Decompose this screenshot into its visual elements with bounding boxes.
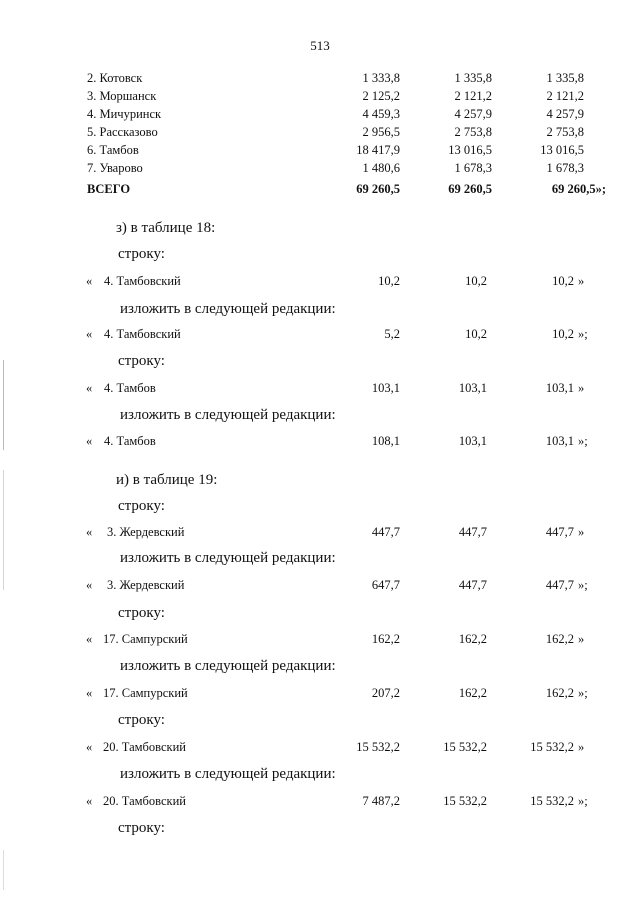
instruction-stroku: строку:	[118, 605, 165, 621]
open-quote: «	[86, 794, 93, 808]
table-row	[0, 161, 640, 179]
row-value-3: 4 257,9	[546, 107, 584, 121]
row-value-3: 162,2	[545, 686, 574, 700]
scan-margin-mark	[3, 850, 4, 890]
open-quote: «	[86, 434, 93, 448]
close-quote: »	[578, 632, 585, 646]
row-name: 3. Моршанск	[87, 89, 157, 103]
instruction-izlozhit: изложить в следующей редакции:	[120, 407, 336, 423]
row-value-2: 447,7	[458, 578, 487, 592]
page-number: 513	[310, 38, 330, 53]
row-value-1: 162,2	[371, 632, 400, 646]
table-row	[0, 107, 640, 125]
row-value-2: 2 121,2	[454, 89, 492, 103]
instruction-stroku: строку:	[118, 353, 165, 369]
open-quote: «	[86, 274, 93, 288]
table-row	[0, 89, 640, 107]
row-value-1: 1 333,8	[362, 71, 400, 85]
row-value-3: 2 121,2	[546, 89, 584, 103]
table-total-row	[0, 182, 640, 200]
open-quote: «	[86, 686, 93, 700]
row-value-2: 1 678,3	[454, 161, 492, 175]
row-value-2: 447,7	[458, 525, 487, 539]
row-value-2: 103,1	[458, 434, 487, 448]
row-value-1: 2 956,5	[362, 125, 400, 139]
close-quote: »;	[578, 578, 588, 592]
instruction-izlozhit: изложить в следующей редакции:	[120, 658, 336, 674]
row-value-2: 13 016,5	[448, 143, 492, 157]
close-quote: »	[578, 274, 585, 288]
row-value-2: 15 532,2	[443, 740, 487, 754]
close-quote: »;	[578, 434, 588, 448]
open-quote: «	[86, 740, 93, 754]
close-quote: »	[578, 740, 585, 754]
table-row	[0, 125, 640, 143]
row-value-1: 2 125,2	[362, 89, 400, 103]
scan-margin-mark	[3, 470, 4, 590]
row-name: 4. Тамбовский	[104, 274, 181, 288]
row-name: 5. Рассказово	[87, 125, 158, 139]
open-quote: «	[86, 327, 93, 341]
table-row	[0, 71, 640, 89]
instruction-stroku: строку:	[118, 498, 165, 514]
total-label: ВСЕГО	[87, 182, 131, 196]
close-quote: »	[578, 381, 585, 395]
close-quote: »;	[578, 327, 588, 341]
row-value-3: 1 335,8	[546, 71, 584, 85]
row-value-3: 15 532,2	[530, 794, 574, 808]
row-value-2: 162,2	[458, 632, 487, 646]
row-value-3: 15 532,2	[530, 740, 574, 754]
row-value-3: 10,2	[552, 327, 574, 341]
row-value-2: 103,1	[458, 381, 487, 395]
open-quote: «	[86, 525, 93, 539]
close-quote: »;	[578, 686, 588, 700]
row-value-2: 10,2	[465, 274, 487, 288]
row-value-2: 1 335,8	[454, 71, 492, 85]
row-value-1: 108,1	[371, 434, 400, 448]
row-value-3: 2 753,8	[546, 125, 584, 139]
row-value-1: 5,2	[384, 327, 400, 341]
instruction-stroku: строку:	[118, 820, 165, 836]
open-quote: «	[86, 632, 93, 646]
row-value-2: 10,2	[465, 327, 487, 341]
row-name: 17. Сампурский	[103, 686, 188, 700]
row-value-2: 2 753,8	[454, 125, 492, 139]
row-value-1: 7 487,2	[362, 794, 400, 808]
row-value-1: 1 480,6	[362, 161, 400, 175]
row-value-3: 103,1	[545, 434, 574, 448]
row-value-1: 207,2	[371, 686, 400, 700]
row-value-1: 18 417,9	[356, 143, 400, 157]
row-name: 4. Тамбовский	[104, 327, 181, 341]
row-name: 6. Тамбов	[87, 143, 139, 157]
row-value-2: 15 532,2	[443, 794, 487, 808]
total-value-1: 69 260,5	[356, 182, 400, 196]
row-value-1: 15 532,2	[356, 740, 400, 754]
instruction-izlozhit: изложить в следующей редакции:	[120, 301, 336, 317]
row-name: 7. Уварово	[87, 161, 143, 175]
total-value-3: 69 260,5»;	[551, 182, 606, 196]
row-value-3: 447,7	[545, 525, 574, 539]
row-value-1: 647,7	[371, 578, 400, 592]
row-value-2: 4 257,9	[454, 107, 492, 121]
row-value-3: 103,1	[545, 381, 574, 395]
row-value-1: 103,1	[371, 381, 400, 395]
row-value-1: 447,7	[371, 525, 400, 539]
row-name: 4. Тамбов	[104, 434, 156, 448]
instruction-stroku: строку:	[118, 246, 165, 262]
row-value-3: 447,7	[545, 578, 574, 592]
open-quote: «	[86, 578, 93, 592]
scan-margin-mark	[3, 360, 4, 450]
row-name: 17. Сампурский	[103, 632, 188, 646]
row-name: 20. Тамбовский	[103, 794, 186, 808]
instruction-izlozhit: изложить в следующей редакции:	[120, 766, 336, 782]
row-name: 4. Тамбов	[104, 381, 156, 395]
close-quote: »;	[578, 794, 588, 808]
close-quote: »	[578, 525, 585, 539]
row-name: 4. Мичуринск	[87, 107, 162, 121]
table-row	[0, 143, 640, 161]
row-name: 2. Котовск	[87, 71, 143, 85]
row-value-3: 1 678,3	[546, 161, 584, 175]
row-value-3: 162,2	[545, 632, 574, 646]
section-heading: и) в таблице 19:	[116, 472, 218, 488]
instruction-stroku: строку:	[118, 712, 165, 728]
row-value-3: 10,2	[552, 274, 574, 288]
row-value-3: 13 016,5	[540, 143, 584, 157]
row-name: 3. Жердевский	[107, 578, 185, 592]
row-value-1: 4 459,3	[362, 107, 400, 121]
total-value-2: 69 260,5	[448, 182, 492, 196]
row-name: 20. Тамбовский	[103, 740, 186, 754]
row-value-1: 10,2	[378, 274, 400, 288]
section-heading: з) в таблице 18:	[116, 220, 216, 236]
row-value-2: 162,2	[458, 686, 487, 700]
row-name: 3. Жердевский	[107, 525, 185, 539]
instruction-izlozhit: изложить в следующей редакции:	[120, 550, 336, 566]
open-quote: «	[86, 381, 93, 395]
